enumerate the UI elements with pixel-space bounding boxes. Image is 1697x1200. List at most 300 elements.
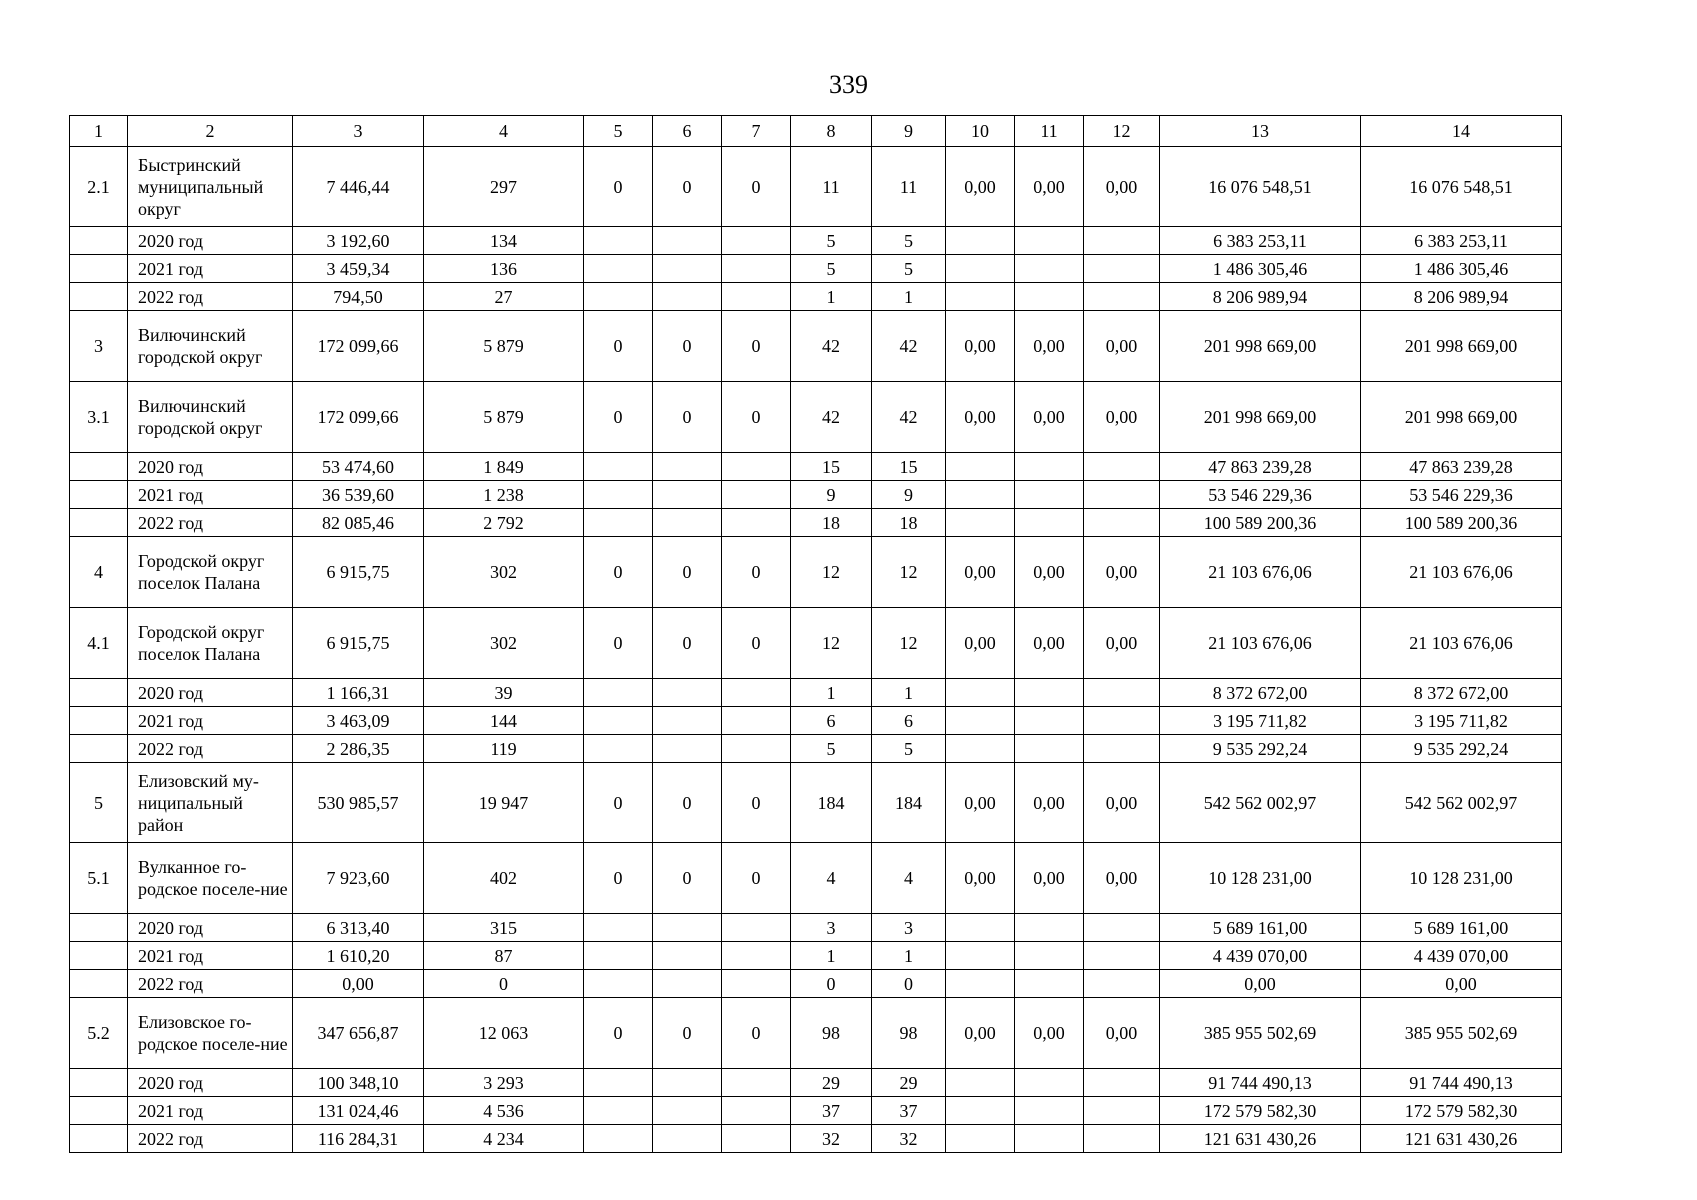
row-name-cell: 2021 год bbox=[128, 255, 293, 283]
value-cell: 4 234 bbox=[424, 1125, 584, 1153]
value-cell: 0 bbox=[722, 763, 791, 843]
value-cell bbox=[946, 283, 1015, 311]
value-cell: 119 bbox=[424, 735, 584, 763]
value-cell: 19 947 bbox=[424, 763, 584, 843]
value-cell: 172 579 582,30 bbox=[1160, 1097, 1361, 1125]
value-cell: 201 998 669,00 bbox=[1361, 382, 1562, 453]
value-cell: 12 bbox=[872, 608, 946, 679]
value-cell: 0 bbox=[722, 382, 791, 453]
row-number-cell bbox=[70, 735, 128, 763]
value-cell: 53 474,60 bbox=[293, 453, 424, 481]
row-name-cell: 2021 год bbox=[128, 1097, 293, 1125]
header-row bbox=[70, 116, 1562, 147]
value-cell: 0 bbox=[722, 608, 791, 679]
year-row bbox=[70, 1125, 1562, 1153]
value-cell: 12 063 bbox=[424, 998, 584, 1069]
value-cell bbox=[653, 255, 722, 283]
value-cell: 0 bbox=[584, 537, 653, 608]
value-cell: 4 bbox=[872, 843, 946, 914]
row-number-cell bbox=[70, 1125, 128, 1153]
value-cell: 53 546 229,36 bbox=[1160, 481, 1361, 509]
value-cell: 0 bbox=[584, 998, 653, 1069]
row-name-cell: 2022 год bbox=[128, 1125, 293, 1153]
row-number-cell: 5 bbox=[70, 763, 128, 843]
value-cell: 47 863 239,28 bbox=[1160, 453, 1361, 481]
value-cell: 5 bbox=[791, 227, 872, 255]
value-cell: 10 128 231,00 bbox=[1361, 843, 1562, 914]
value-cell: 172 099,66 bbox=[293, 382, 424, 453]
value-cell bbox=[653, 707, 722, 735]
value-cell: 0,00 bbox=[1084, 382, 1160, 453]
group-row bbox=[70, 311, 1562, 382]
value-cell: 0,00 bbox=[1015, 763, 1084, 843]
value-cell: 98 bbox=[791, 998, 872, 1069]
value-cell: 0 bbox=[722, 147, 791, 227]
value-cell bbox=[653, 453, 722, 481]
value-cell: 4 bbox=[791, 843, 872, 914]
value-cell: 100 589 200,36 bbox=[1361, 509, 1562, 537]
year-row bbox=[70, 970, 1562, 998]
year-row bbox=[70, 227, 1562, 255]
value-cell: 100 348,10 bbox=[293, 1069, 424, 1097]
value-cell bbox=[584, 914, 653, 942]
column-header: 14 bbox=[1361, 116, 1562, 147]
value-cell: 21 103 676,06 bbox=[1160, 537, 1361, 608]
value-cell bbox=[1015, 942, 1084, 970]
value-cell: 0,00 bbox=[1160, 970, 1361, 998]
row-number-cell: 4 bbox=[70, 537, 128, 608]
value-cell: 0 bbox=[653, 311, 722, 382]
group-row bbox=[70, 843, 1562, 914]
value-cell bbox=[1015, 679, 1084, 707]
value-cell bbox=[1015, 970, 1084, 998]
row-number-cell bbox=[70, 679, 128, 707]
value-cell: 5 689 161,00 bbox=[1361, 914, 1562, 942]
value-cell: 402 bbox=[424, 843, 584, 914]
year-row bbox=[70, 255, 1562, 283]
data-table bbox=[69, 115, 1562, 1153]
value-cell bbox=[946, 735, 1015, 763]
row-name-cell: 2022 год bbox=[128, 735, 293, 763]
value-cell bbox=[722, 481, 791, 509]
value-cell: 542 562 002,97 bbox=[1160, 763, 1361, 843]
row-name-cell: Быстринский муниципальный округ bbox=[128, 147, 293, 227]
value-cell: 5 689 161,00 bbox=[1160, 914, 1361, 942]
group-row bbox=[70, 998, 1562, 1069]
column-header: 8 bbox=[791, 116, 872, 147]
value-cell: 21 103 676,06 bbox=[1160, 608, 1361, 679]
value-cell bbox=[653, 914, 722, 942]
row-number-cell bbox=[70, 255, 128, 283]
group-row bbox=[70, 537, 1562, 608]
value-cell bbox=[946, 1125, 1015, 1153]
value-cell: 42 bbox=[872, 311, 946, 382]
value-cell: 87 bbox=[424, 942, 584, 970]
value-cell bbox=[722, 227, 791, 255]
column-header: 5 bbox=[584, 116, 653, 147]
value-cell bbox=[1084, 707, 1160, 735]
value-cell: 12 bbox=[791, 537, 872, 608]
value-cell bbox=[584, 942, 653, 970]
row-name-cell: 2020 год bbox=[128, 679, 293, 707]
row-number-cell bbox=[70, 942, 128, 970]
value-cell: 42 bbox=[791, 382, 872, 453]
value-cell bbox=[1084, 283, 1160, 311]
value-cell: 1 bbox=[872, 942, 946, 970]
column-header: 13 bbox=[1160, 116, 1361, 147]
value-cell: 0,00 bbox=[946, 147, 1015, 227]
value-cell bbox=[584, 509, 653, 537]
value-cell: 6 383 253,11 bbox=[1160, 227, 1361, 255]
value-cell bbox=[653, 1069, 722, 1097]
value-cell bbox=[653, 735, 722, 763]
value-cell: 53 546 229,36 bbox=[1361, 481, 1562, 509]
value-cell: 0,00 bbox=[1084, 147, 1160, 227]
value-cell bbox=[1084, 914, 1160, 942]
row-number-cell bbox=[70, 509, 128, 537]
value-cell bbox=[946, 453, 1015, 481]
value-cell: 0 bbox=[584, 311, 653, 382]
value-cell: 0,00 bbox=[1084, 311, 1160, 382]
value-cell bbox=[1015, 255, 1084, 283]
value-cell: 0,00 bbox=[1084, 763, 1160, 843]
value-cell bbox=[946, 679, 1015, 707]
value-cell: 9 535 292,24 bbox=[1361, 735, 1562, 763]
row-number-cell: 4.1 bbox=[70, 608, 128, 679]
value-cell bbox=[722, 942, 791, 970]
row-number-cell bbox=[70, 707, 128, 735]
value-cell: 0,00 bbox=[1015, 382, 1084, 453]
value-cell: 3 293 bbox=[424, 1069, 584, 1097]
value-cell: 0,00 bbox=[1015, 147, 1084, 227]
value-cell: 0 bbox=[584, 843, 653, 914]
row-number-cell bbox=[70, 914, 128, 942]
page-number: 339 bbox=[829, 70, 868, 99]
row-name-cell: 2021 год bbox=[128, 707, 293, 735]
value-cell bbox=[1084, 1097, 1160, 1125]
row-number-cell: 3.1 bbox=[70, 382, 128, 453]
value-cell bbox=[584, 735, 653, 763]
value-cell: 8 206 989,94 bbox=[1160, 283, 1361, 311]
value-cell: 32 bbox=[872, 1125, 946, 1153]
value-cell: 6 383 253,11 bbox=[1361, 227, 1562, 255]
column-header: 4 bbox=[424, 116, 584, 147]
value-cell: 3 459,34 bbox=[293, 255, 424, 283]
value-cell: 542 562 002,97 bbox=[1361, 763, 1562, 843]
value-cell: 1 610,20 bbox=[293, 942, 424, 970]
value-cell bbox=[653, 509, 722, 537]
value-cell: 12 bbox=[872, 537, 946, 608]
value-cell: 3 463,09 bbox=[293, 707, 424, 735]
row-name-cell: Городской округ поселок Палана bbox=[128, 608, 293, 679]
value-cell: 5 bbox=[791, 735, 872, 763]
column-header: 3 bbox=[293, 116, 424, 147]
row-name-cell: 2020 год bbox=[128, 453, 293, 481]
value-cell: 15 bbox=[791, 453, 872, 481]
value-cell bbox=[584, 1097, 653, 1125]
value-cell bbox=[946, 255, 1015, 283]
value-cell bbox=[1015, 914, 1084, 942]
year-row bbox=[70, 481, 1562, 509]
value-cell: 7 446,44 bbox=[293, 147, 424, 227]
value-cell: 0,00 bbox=[1084, 608, 1160, 679]
value-cell: 0 bbox=[872, 970, 946, 998]
value-cell: 6 313,40 bbox=[293, 914, 424, 942]
value-cell: 0 bbox=[653, 147, 722, 227]
row-number-cell bbox=[70, 283, 128, 311]
value-cell bbox=[584, 283, 653, 311]
table-body bbox=[70, 116, 1562, 1153]
value-cell: 184 bbox=[872, 763, 946, 843]
row-name-cell: 2021 год bbox=[128, 942, 293, 970]
row-number-cell bbox=[70, 970, 128, 998]
value-cell bbox=[946, 1069, 1015, 1097]
value-cell: 5 879 bbox=[424, 311, 584, 382]
value-cell: 0,00 bbox=[946, 311, 1015, 382]
value-cell bbox=[1084, 227, 1160, 255]
value-cell: 347 656,87 bbox=[293, 998, 424, 1069]
group-row bbox=[70, 382, 1562, 453]
value-cell bbox=[653, 942, 722, 970]
year-row bbox=[70, 509, 1562, 537]
value-cell: 8 372 672,00 bbox=[1160, 679, 1361, 707]
row-number-cell: 3 bbox=[70, 311, 128, 382]
value-cell: 0 bbox=[424, 970, 584, 998]
value-cell: 0,00 bbox=[1361, 970, 1562, 998]
value-cell: 201 998 669,00 bbox=[1361, 311, 1562, 382]
value-cell: 0,00 bbox=[1084, 537, 1160, 608]
value-cell: 0 bbox=[653, 537, 722, 608]
value-cell bbox=[584, 970, 653, 998]
value-cell: 201 998 669,00 bbox=[1160, 311, 1361, 382]
value-cell: 32 bbox=[791, 1125, 872, 1153]
value-cell: 6 bbox=[872, 707, 946, 735]
value-cell: 794,50 bbox=[293, 283, 424, 311]
year-row bbox=[70, 1097, 1562, 1125]
value-cell: 0,00 bbox=[293, 970, 424, 998]
value-cell: 9 bbox=[872, 481, 946, 509]
value-cell: 0 bbox=[653, 998, 722, 1069]
value-cell bbox=[1084, 679, 1160, 707]
value-cell bbox=[1015, 1125, 1084, 1153]
row-number-cell: 2.1 bbox=[70, 147, 128, 227]
row-name-cell: Елизовский му-ниципальный район bbox=[128, 763, 293, 843]
row-name-cell: Вилючинский городской округ bbox=[128, 382, 293, 453]
value-cell: 42 bbox=[791, 311, 872, 382]
row-name-cell: 2022 год bbox=[128, 509, 293, 537]
value-cell: 5 879 bbox=[424, 382, 584, 453]
year-row bbox=[70, 283, 1562, 311]
value-cell: 1 bbox=[872, 679, 946, 707]
value-cell: 9 535 292,24 bbox=[1160, 735, 1361, 763]
year-row bbox=[70, 453, 1562, 481]
value-cell: 7 923,60 bbox=[293, 843, 424, 914]
value-cell: 5 bbox=[872, 255, 946, 283]
value-cell: 172 099,66 bbox=[293, 311, 424, 382]
row-name-cell: 2020 год bbox=[128, 914, 293, 942]
value-cell: 12 bbox=[791, 608, 872, 679]
value-cell bbox=[722, 914, 791, 942]
value-cell: 0,00 bbox=[1015, 998, 1084, 1069]
group-row bbox=[70, 147, 1562, 227]
value-cell: 4 536 bbox=[424, 1097, 584, 1125]
value-cell: 0,00 bbox=[946, 537, 1015, 608]
row-name-cell: 2020 год bbox=[128, 1069, 293, 1097]
row-name-cell: Вулканное го-родское поселе-ние bbox=[128, 843, 293, 914]
value-cell bbox=[584, 679, 653, 707]
value-cell bbox=[653, 481, 722, 509]
value-cell: 6 bbox=[791, 707, 872, 735]
value-cell bbox=[722, 509, 791, 537]
value-cell: 91 744 490,13 bbox=[1160, 1069, 1361, 1097]
value-cell bbox=[1015, 227, 1084, 255]
value-cell: 172 579 582,30 bbox=[1361, 1097, 1562, 1125]
column-header: 6 bbox=[653, 116, 722, 147]
value-cell bbox=[653, 679, 722, 707]
value-cell bbox=[1015, 509, 1084, 537]
value-cell bbox=[722, 735, 791, 763]
value-cell bbox=[1084, 509, 1160, 537]
row-name-cell: Елизовское го-родское поселе-ние bbox=[128, 998, 293, 1069]
value-cell bbox=[1015, 481, 1084, 509]
value-cell: 136 bbox=[424, 255, 584, 283]
value-cell bbox=[722, 707, 791, 735]
value-cell bbox=[1084, 453, 1160, 481]
value-cell: 0,00 bbox=[946, 763, 1015, 843]
value-cell: 0 bbox=[791, 970, 872, 998]
row-name-cell: 2020 год bbox=[128, 227, 293, 255]
value-cell: 0,00 bbox=[946, 382, 1015, 453]
value-cell bbox=[946, 942, 1015, 970]
value-cell: 16 076 548,51 bbox=[1160, 147, 1361, 227]
value-cell: 0 bbox=[584, 147, 653, 227]
value-cell: 134 bbox=[424, 227, 584, 255]
value-cell: 29 bbox=[872, 1069, 946, 1097]
value-cell bbox=[653, 1125, 722, 1153]
year-row bbox=[70, 679, 1562, 707]
row-number-cell: 5.1 bbox=[70, 843, 128, 914]
column-header: 1 bbox=[70, 116, 128, 147]
value-cell bbox=[946, 914, 1015, 942]
value-cell: 3 192,60 bbox=[293, 227, 424, 255]
row-name-cell: 2022 год bbox=[128, 970, 293, 998]
year-row bbox=[70, 707, 1562, 735]
column-header: 2 bbox=[128, 116, 293, 147]
row-number-cell bbox=[70, 453, 128, 481]
value-cell: 385 955 502,69 bbox=[1160, 998, 1361, 1069]
value-cell: 0,00 bbox=[946, 608, 1015, 679]
value-cell: 39 bbox=[424, 679, 584, 707]
value-cell: 2 286,35 bbox=[293, 735, 424, 763]
column-header: 12 bbox=[1084, 116, 1160, 147]
row-number-cell bbox=[70, 1069, 128, 1097]
value-cell bbox=[1084, 481, 1160, 509]
value-cell bbox=[584, 1125, 653, 1153]
value-cell: 37 bbox=[872, 1097, 946, 1125]
value-cell: 4 439 070,00 bbox=[1361, 942, 1562, 970]
value-cell: 16 076 548,51 bbox=[1361, 147, 1562, 227]
row-number-cell bbox=[70, 1097, 128, 1125]
value-cell bbox=[722, 679, 791, 707]
value-cell bbox=[946, 509, 1015, 537]
value-cell: 385 955 502,69 bbox=[1361, 998, 1562, 1069]
year-row bbox=[70, 914, 1562, 942]
value-cell: 0,00 bbox=[1015, 311, 1084, 382]
value-cell bbox=[584, 707, 653, 735]
value-cell bbox=[653, 227, 722, 255]
value-cell bbox=[946, 1097, 1015, 1125]
value-cell bbox=[1015, 707, 1084, 735]
row-number-cell: 5.2 bbox=[70, 998, 128, 1069]
year-row bbox=[70, 735, 1562, 763]
value-cell bbox=[584, 1069, 653, 1097]
value-cell bbox=[1084, 942, 1160, 970]
value-cell bbox=[584, 227, 653, 255]
value-cell: 3 195 711,82 bbox=[1361, 707, 1562, 735]
value-cell bbox=[1084, 1069, 1160, 1097]
value-cell: 2 792 bbox=[424, 509, 584, 537]
value-cell: 5 bbox=[791, 255, 872, 283]
value-cell: 0,00 bbox=[1015, 843, 1084, 914]
value-cell: 302 bbox=[424, 608, 584, 679]
value-cell: 302 bbox=[424, 537, 584, 608]
value-cell: 91 744 490,13 bbox=[1361, 1069, 1562, 1097]
value-cell bbox=[946, 227, 1015, 255]
value-cell: 0 bbox=[584, 382, 653, 453]
value-cell bbox=[946, 970, 1015, 998]
value-cell: 0 bbox=[653, 382, 722, 453]
value-cell: 297 bbox=[424, 147, 584, 227]
value-cell: 8 206 989,94 bbox=[1361, 283, 1562, 311]
value-cell: 18 bbox=[872, 509, 946, 537]
value-cell: 184 bbox=[791, 763, 872, 843]
value-cell bbox=[1084, 1125, 1160, 1153]
value-cell: 1 486 305,46 bbox=[1160, 255, 1361, 283]
value-cell bbox=[722, 970, 791, 998]
value-cell: 15 bbox=[872, 453, 946, 481]
value-cell bbox=[584, 453, 653, 481]
value-cell: 42 bbox=[872, 382, 946, 453]
value-cell bbox=[653, 1097, 722, 1125]
value-cell bbox=[722, 1069, 791, 1097]
value-cell: 1 486 305,46 bbox=[1361, 255, 1562, 283]
value-cell: 530 985,57 bbox=[293, 763, 424, 843]
value-cell bbox=[1015, 1069, 1084, 1097]
value-cell bbox=[1084, 970, 1160, 998]
value-cell bbox=[584, 481, 653, 509]
row-number-cell bbox=[70, 227, 128, 255]
year-row bbox=[70, 942, 1562, 970]
value-cell: 82 085,46 bbox=[293, 509, 424, 537]
value-cell: 0 bbox=[584, 763, 653, 843]
value-cell: 11 bbox=[791, 147, 872, 227]
row-name-cell: 2022 год bbox=[128, 283, 293, 311]
row-name-cell: Городской округ поселок Палана bbox=[128, 537, 293, 608]
value-cell: 1 238 bbox=[424, 481, 584, 509]
value-cell: 6 915,75 bbox=[293, 537, 424, 608]
value-cell: 116 284,31 bbox=[293, 1125, 424, 1153]
value-cell bbox=[1015, 1097, 1084, 1125]
value-cell bbox=[1015, 283, 1084, 311]
column-header: 10 bbox=[946, 116, 1015, 147]
value-cell: 121 631 430,26 bbox=[1361, 1125, 1562, 1153]
value-cell: 0 bbox=[584, 608, 653, 679]
value-cell bbox=[946, 707, 1015, 735]
value-cell: 1 bbox=[791, 283, 872, 311]
value-cell: 37 bbox=[791, 1097, 872, 1125]
column-header: 9 bbox=[872, 116, 946, 147]
value-cell: 0 bbox=[722, 998, 791, 1069]
